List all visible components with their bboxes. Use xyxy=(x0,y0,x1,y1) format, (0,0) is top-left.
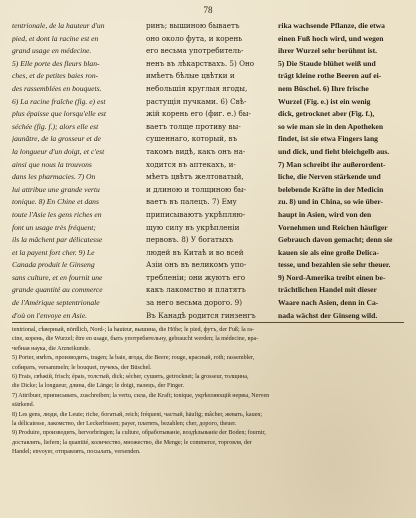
footnote-line: die Dicke; la longueur, длина, die Länge; le doigt, палецъ, der Finger. xyxy=(12,383,185,390)
french-line: jaunâtre, de la grosseur et de xyxy=(12,134,101,144)
german-line: dick, getrocknet aber (Fig. f.), xyxy=(278,109,375,119)
russian-line: щую силу въ укрѣпленіи xyxy=(146,222,240,232)
russian-line: за него весьма дорого. 9) xyxy=(146,298,243,308)
russian-line: людей въ Китаѣ и во всей xyxy=(146,247,244,257)
french-line: ils la mâchent par délicatesse xyxy=(12,235,103,245)
german-line: kauen sie als eine große Delica- xyxy=(278,247,379,257)
russian-line: его весьма употребитель- xyxy=(146,46,244,56)
footnotes xyxy=(12,326,404,506)
russian-line: требленіи; они жуютъ его xyxy=(146,272,246,282)
german-line: 9) Nord-Amerika treibt einen be- xyxy=(278,272,386,282)
german-line: Wurzel (Fig. e.) ist ein wenig xyxy=(278,96,371,106)
german-line: Vornehmen und Reichen häufiger xyxy=(278,222,388,232)
french-line: tonique. 8) En Chine et dans xyxy=(12,197,99,207)
russian-line: сушеннаго, который, въ xyxy=(146,134,238,144)
russian-line: имѣетъ бѣлые цвѣтки и xyxy=(146,71,235,81)
footnote-line: 5) Porter, имѣть, производить, tragen; la baie, ягода, die Beere; rouge, красный, roth; rassembler, xyxy=(12,355,255,362)
german-line: ihrer Wurzel sehr berühmt ist. xyxy=(278,46,378,56)
french-line: la longueur d'un doigt, et c'est xyxy=(12,146,105,156)
footnote-divider xyxy=(12,322,404,323)
russian-line: растущія пучками. 6) Свѣ- xyxy=(146,96,247,106)
page-number: 78 xyxy=(203,5,213,15)
footnote-line: собирать, versammeln; le bouquet, пучекъ, der Büschel. xyxy=(12,364,152,371)
german-line: findet, ist sie etwa Fingers lang xyxy=(278,134,378,144)
russian-line: Азіи онъ въ великомъ упо- xyxy=(146,260,247,270)
german-line: nem Büschel. 6) Ihre frische xyxy=(278,83,369,93)
russian-line: такомъ видѣ, какъ онъ на- xyxy=(146,146,246,156)
russian-line: приписываютъ укрѣпляю- xyxy=(146,209,246,219)
russian-line: ваетъ въ палецъ. 7) Ему xyxy=(146,197,237,207)
french-line: dans les pharmacies. 7) On xyxy=(12,172,96,182)
german-line: 7) Man schreibt ihr außerordent- xyxy=(278,159,386,169)
french-line: sans culture, et en fournit une xyxy=(12,272,103,282)
russian-line: небольшія круглыя ягоды, xyxy=(146,83,248,93)
footnote-line: Handel; envoyer, отправлять, посылать, versenden. xyxy=(12,449,141,456)
german-line: nada wächst der Ginseng wild. xyxy=(278,310,378,320)
french-line: font un usage très fréquent; xyxy=(12,222,96,232)
russian-line: ринъ; вышиною бываетъ xyxy=(146,21,240,30)
german-column xyxy=(278,20,406,320)
french-line: Canada produit le Ginseng xyxy=(12,260,95,270)
footnote-line: cine, корень, die Wurzel; être en usage, быть употребительну, gebraucht werden; la médecine, вра- xyxy=(12,336,259,343)
french-line: pied, et dont la racine est en xyxy=(12,33,99,43)
footnote-line: доставлять, liefern; la quantité, количество, множество, die Menge; le commerce, торговля, der xyxy=(12,439,252,446)
russian-line: какъ лакомство и платятъ xyxy=(146,285,246,295)
french-line: lui attribue une grande vertu xyxy=(12,184,100,194)
french-line: et la payent fort cher. 9) Le xyxy=(12,247,95,257)
french-line: tentrionale, de la hauteur d'un xyxy=(12,21,105,30)
french-line: 6) La racine fraîche (fig. e) est xyxy=(12,96,106,106)
russian-column xyxy=(146,20,270,320)
russian-line: ваетъ толще противу вы- xyxy=(146,121,241,131)
footnote-line: 7) Attribuer, приписывать, zuschreiben; la vertu, сила, die Kraft; tonique, укрѣпляющій нервы, Nerven xyxy=(12,392,270,399)
french-line: grand usage en médecine. xyxy=(12,46,92,56)
french-line: séchée (fig. f.); alors elle est xyxy=(12,121,99,131)
french-line: ainsi que nous la trouvons xyxy=(12,159,92,169)
russian-line: и длиною и толщиною бы- xyxy=(146,184,247,194)
french-line: d'où on l'envoye en Asie. xyxy=(12,310,88,320)
german-line: trächtlichen Handel mit dieser xyxy=(278,285,377,295)
german-line: zu. 8) und in China, so wie über- xyxy=(278,197,383,207)
footnote-line: 9) Produire, производить, hervorbringen; la culture, обработываніе, воздѣлываніе der Boden; fournir, xyxy=(12,430,266,437)
french-line: ches, et de petites baies ron- xyxy=(12,71,99,81)
german-line: Waare nach Asien, denn in Ca- xyxy=(278,298,379,308)
french-line: plus épaisse que lorsqu'elle est xyxy=(12,109,107,119)
footnote-line: 6) Frais, свѣжій, frisch; épais, толстый, dick; sécher, сушить, getrocknet; la grosseur, толщина, xyxy=(12,374,249,381)
french-line: grande quantité au commerce xyxy=(12,285,103,295)
french-line: toute l'Asie les gens riches en xyxy=(12,209,102,219)
russian-line: ненъ въ лѣкарствахъ. 5) Оно xyxy=(146,58,255,68)
french-column xyxy=(12,20,138,320)
german-line: belebende Kräfte in der Medicin xyxy=(278,184,384,194)
footnote-line: stärkend. xyxy=(12,402,35,409)
german-line: trägt kleine rothe Beeren auf ei- xyxy=(278,71,382,81)
german-line: Gebrauch davon gemacht; denn sie xyxy=(278,235,393,245)
footnote-line: чебная наука, die Arzneikunde. xyxy=(12,345,91,352)
russian-line: первовъ. 8) У богатыхъ xyxy=(146,235,234,245)
french-line: de l'Amérique septentrionale xyxy=(12,298,100,308)
german-line: und dick, und fieht bleichgelb aus. xyxy=(278,146,390,156)
russian-line: Въ Канадѣ родится гинзенгъ xyxy=(146,310,256,320)
russian-line: мѣетъ цвѣтъ желтоватый, xyxy=(146,172,244,182)
german-line: haupt in Asien, wird von den xyxy=(278,209,372,219)
russian-line: оно около фута, и корень xyxy=(146,33,243,43)
german-line: einen Fuß hoch wird, und wegen xyxy=(278,33,384,43)
footnote-line: 8) Les gens, люди, die Leute; riche, богатый, reich; fréquent, частый, häufig; mâcher, жевать, kauen; xyxy=(12,411,263,418)
french-line: 5) Elle porte des fleurs blan- xyxy=(12,58,100,68)
french-line: des rassemblées en bouquets. xyxy=(12,83,102,93)
footnote-line: la délicatesse, лакомство, der Leckerbissen; payer, платить, bezahlen; cher, дорого, theuer. xyxy=(12,421,237,428)
german-line: rika wachsende Pflanze, die etwa xyxy=(278,21,385,30)
russian-line: ходится въ аптекахъ, и- xyxy=(146,159,236,169)
german-line: so wie man sie in den Apotheken xyxy=(278,121,384,131)
russian-line: жій корень его (фиг. е.) бы- xyxy=(146,109,251,119)
german-line: 5) Die Staude blühet weiß und xyxy=(278,58,376,68)
german-line: liche, die Nerven stärkende und xyxy=(278,172,381,182)
german-line: tesse, und bezahlen sie sehr theuer. xyxy=(278,260,391,270)
footnote-line: tentrional, сѣверный, nördlich, Nord-; la hauteur, вышина, die Höhe; le pied, футъ, der Fuß; la ra- xyxy=(12,327,254,333)
